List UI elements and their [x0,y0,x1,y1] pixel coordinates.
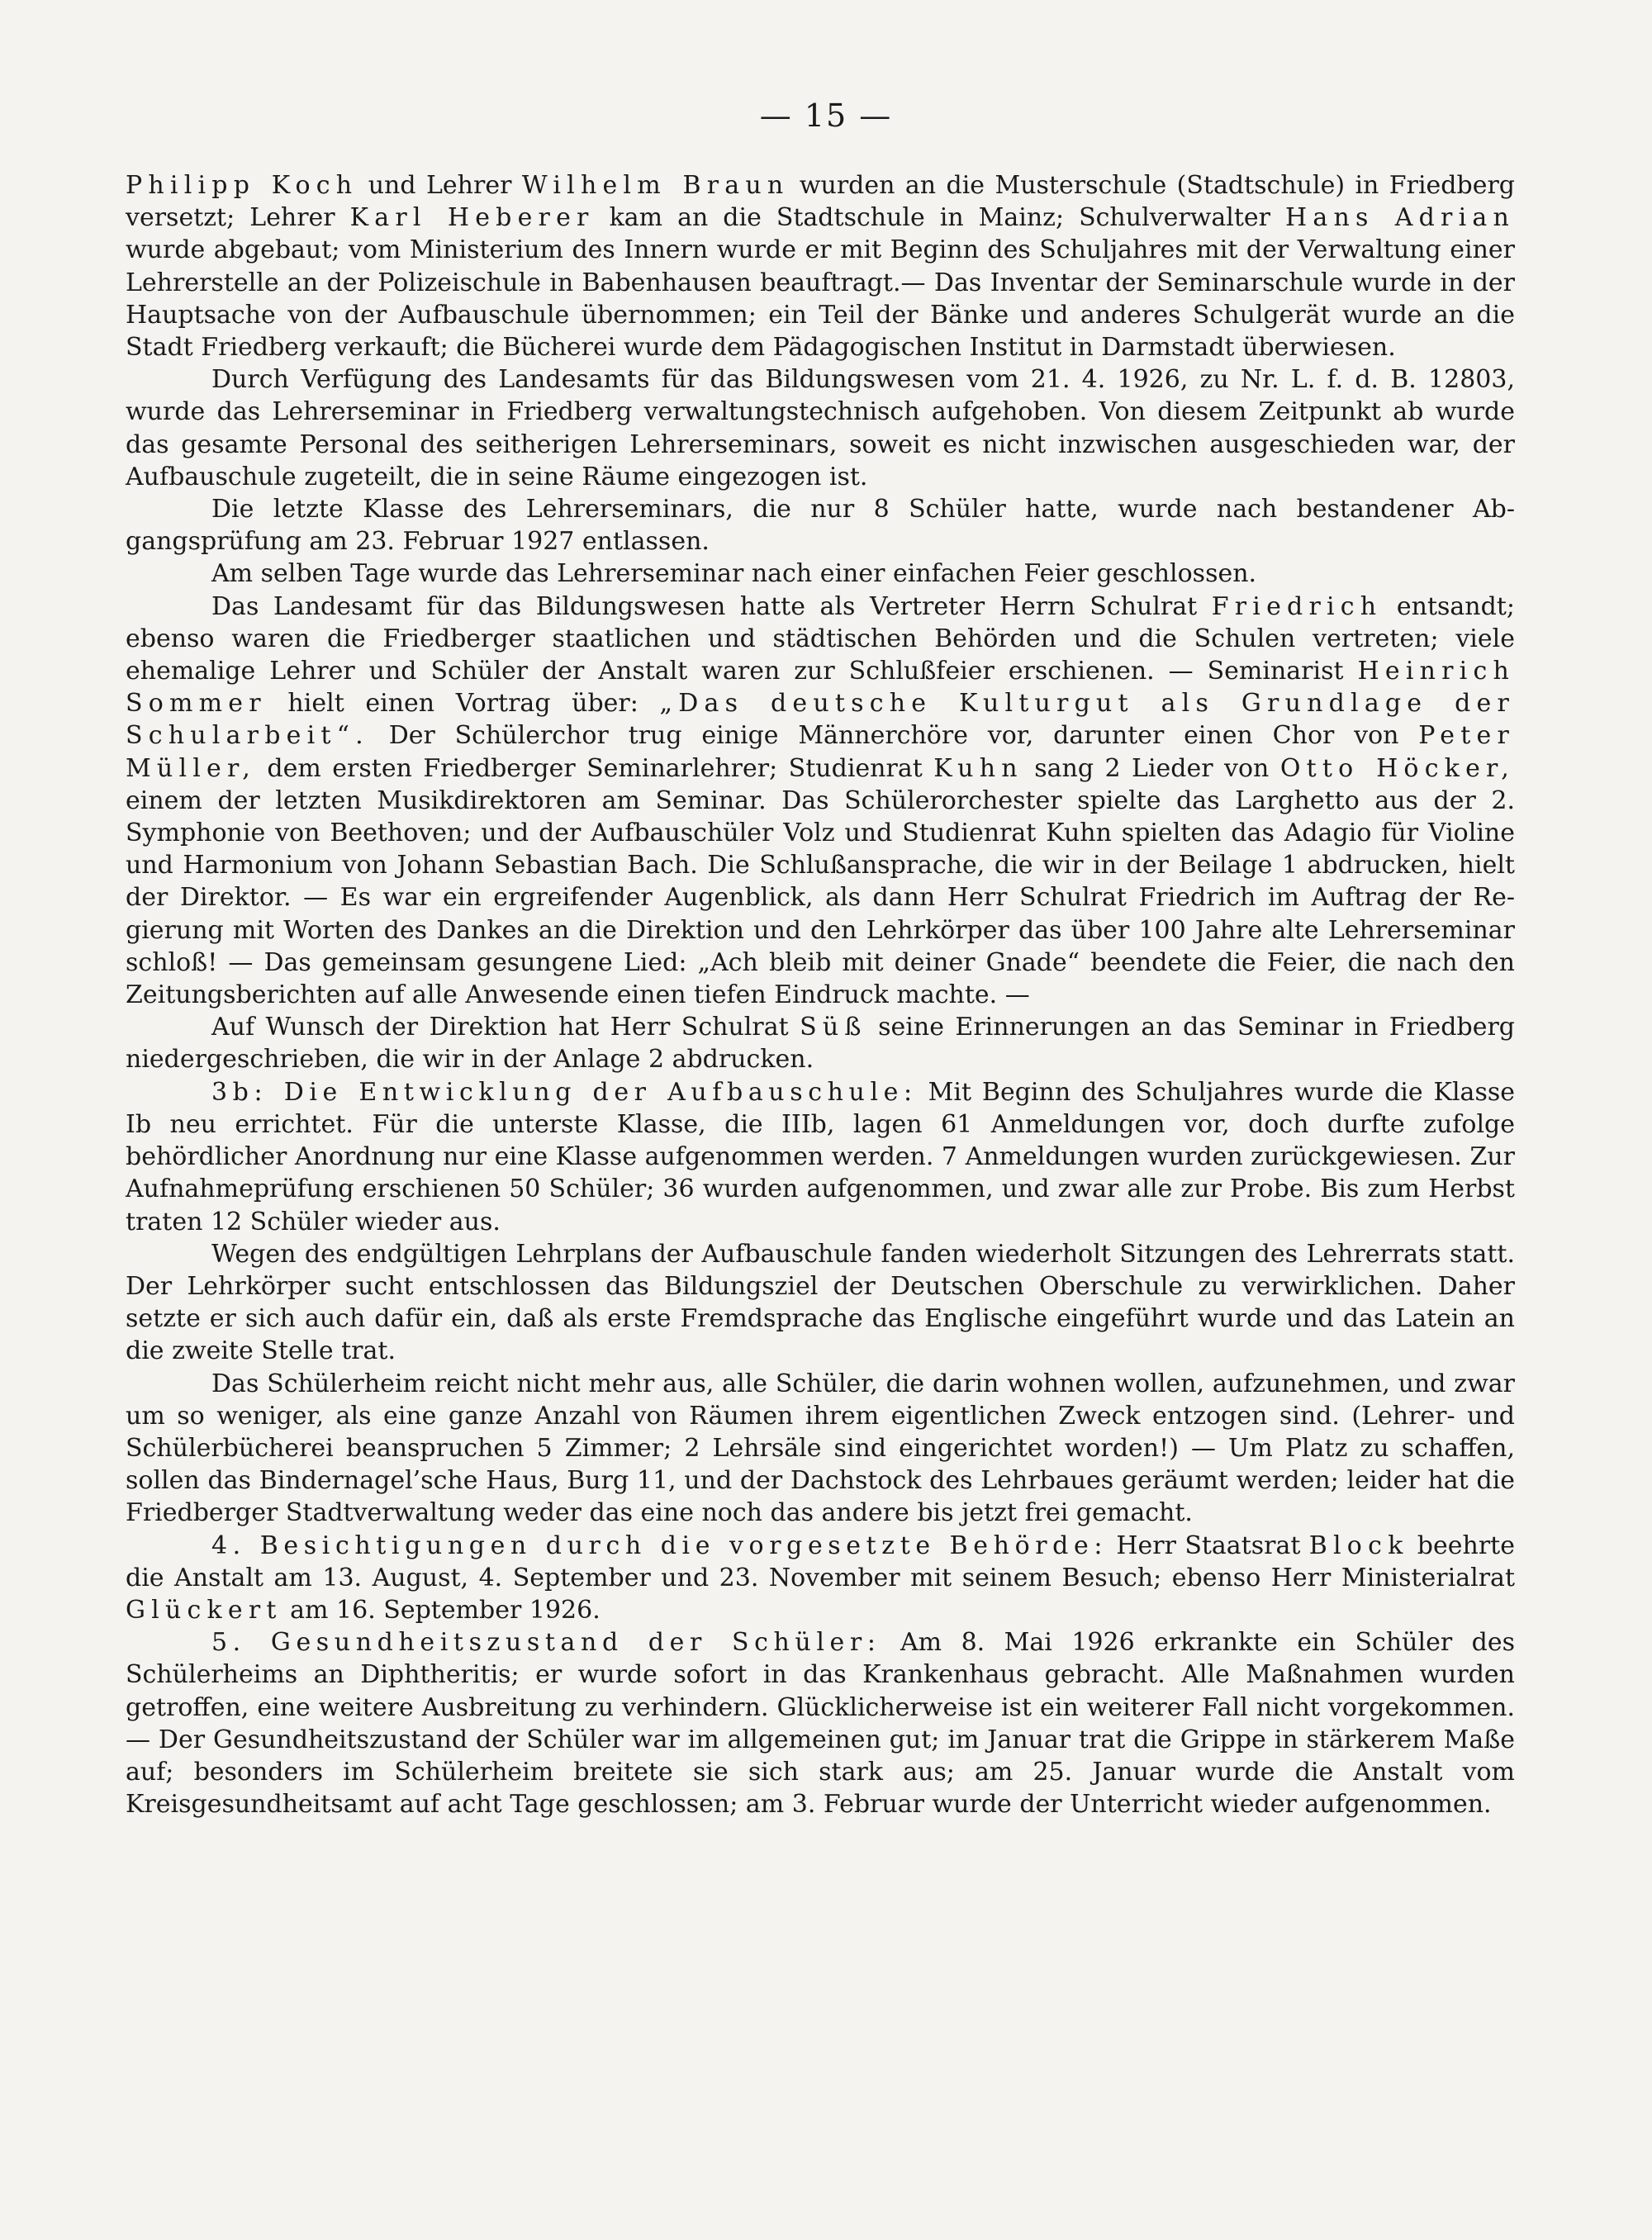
section-5-health [126,1626,1515,1820]
text-run: Der Schülerchor trug einige Männerchöre vor, darunter einen Chor von [368,721,1419,751]
name-friedrich: Friedrich [1211,591,1383,621]
name-otto-hoecker: Otto Höcker, [1279,753,1516,783]
text-run: wurde abgebaut; vom Ministerium des Innern wurde er mit Beginn des Schuljahres mit der Verwaltung einer Lehrerstelle an der Polizeischule in Babenhausen beauftragt.— Das Inventar der Seminarschule wurde in der Hauptsache von der Aufbauschule übernommen; ein Teil der Bänke und anderes Schulgerät wurde an die Stadt Friedberg verkauft; die Bücherei wurde dem Pädagogischen Institut in Darmstadt überwiesen. [126,235,1515,363]
paragraph-memoirs [126,1011,1515,1075]
text-run: dem ersten Friedberger Seminarlehrer; Studienrat [255,753,934,783]
paragraph-curriculum: Wegen des endgültigen Lehrplans der Aufbauschule fanden wiederholt Sitzungen des Lehrerrats statt. Der Lehrkörper sucht entschlossen das Bildungsziel der Deutschen Oberschule zu verwirklichen. Daher setzte er sich auch dafür ein, daß als erste Fremdsprache das Englische eingeführt wurde und das Latein an die zweite Stelle trat. [126,1239,1515,1366]
text-run: sang 2 Lieder von [1023,753,1280,783]
name-heinrich-sommer: Heinrich Sommer [126,657,1515,719]
text-run: Herr Staatsrat [1108,1531,1309,1560]
paragraph-last-class: Die letzte Klasse des Lehrerseminars, die nur 8 Schüler hatte, wurde nach bestandener Abgangsprüfung am 23. Februar 1927 entlassen. [126,495,1515,557]
text-run: hielt einen Vortrag über: [266,689,660,719]
section-heading-3b: 3b: Die Entwicklung der Aufbauschule: [211,1077,918,1107]
text-run: wurden an die Musterschule (Stadtschule) in Friedberg versetzt; Lehrer [126,171,1515,233]
paragraph-closing-day: Am selben Tage wurde das Lehrerseminar nach einer einfachen Feier geschlossen. [211,559,1257,589]
name-suess: Süß [800,1013,867,1042]
name-hans-adrian: Hans Adrian [1285,203,1515,233]
body-text [126,169,1515,1820]
lecture-title: „Das deutsche Kulturgut als Grundlage der Schularbeit“. [126,689,1515,751]
text-run: seine Erinnerungen an das Seminar in Friedberg niedergeschrieben, die wir in der Anlage 2 abdrucken. [126,1013,1515,1075]
text-run: entsandt; ebenso waren die Friedberger staatlichen und städtischen Behörden und die Schulen vertreten; viele ehemalige Lehrer und Schüler der Anstalt waren zur Schlußfeier erschienen. — Seminarist [126,591,1515,686]
name-kuhn: Kuhn [933,753,1023,783]
text-run: am 16. September 1926. [282,1595,601,1625]
section-3b-development [126,1076,1515,1238]
text-run: Am 8. Mai 1926 erkrankte ein Schüler des Schülerheims an Diphtheritis; er wurde sofort in das Krankenhaus gebracht. Alle Maßnahmen wurden getroffen, eine weitere Ausbreitung zu verhindern. Glücklicherweise ist ein weiterer Fall nicht vorgekommen. — Der Gesundheitszustand der Schüler war im allgemeinen gut; im Januar trat die Grippe in stärkerem Maße auf; besonders im Schülerheim breitete sie sich stark aus; am 25. Januar wurde die Anstalt vom Kreisgesundheitsamt auf acht Tage geschlossen; am 3. Februar wurde der Unterricht wieder aufgenommen. [126,1628,1516,1820]
paragraph-closing-ceremony [126,591,1515,1012]
text-run: kam an die Stadtschule in Mainz; Schulverwalter [594,203,1286,233]
section-4-inspections [126,1530,1515,1627]
text-run: beehrte die Anstalt am 13. August, 4. September und 23. November mit seinem Besuch; ebenso Herr Ministerialrat [126,1531,1515,1592]
text-run: Auf Wunsch der Direktion hat Herr Schulrat [211,1013,800,1042]
text-run: einem der letzten Musikdirektoren am Seminar. Das Schülerorchester spielte das Larghetto aus der 2. Symphonie von Beethoven; und der Aufbauschüler Volz und Studienrat Kuhn spielten das Adagio für Violine und Harmonium von Johann Sebastian Bach. Die Schlußansprache, die wir in der Beilage 1 abdrucken, hielt der Direktor. — Es war ein ergreifender Augenblick, als dann Herr Schulrat Friedrich im Auftrag der Regierung mit Worten des Dankes an die Direktion und den Lehrkörper das über 100 Jahre alte Lehrerseminar schloß! — Das gemeinsam gesungene Lied: „Ach bleib mit deiner Gnade“ beendete die Feier, die nach den Zeitungsberichten auf alle Anwesende einen tiefen Eindruck machte. — [126,785,1515,1010]
text-run: Mit Beginn des Schuljahres wurde die Klasse Ib neu errichtet. Für die unterste Klasse, die IIIb, lagen 61 Anmeldungen vor, doch durfte zufolge behördlicher Anordnung nur eine Klasse aufgenommen werden. 7 Anmeldungen wurden zurückgewiesen. Zur Aufnahmeprüfung erschienen 50 Schüler; 36 wurden aufgenommen, und zwar alle zur Probe. Bis zum Herbst traten 12 Schüler wieder aus. [126,1077,1515,1236]
name-wilhelm-braun: Wilhelm Braun [521,171,790,200]
name-karl-heberer: Karl Heberer [349,203,595,233]
page-number: — 15 — [759,97,893,134]
name-glueckert: Glückert [126,1595,282,1625]
name-block: Block [1308,1531,1409,1560]
text-run: Das Landesamt für das Bildungswesen hatte als Vertreter Herrn Schulrat [211,591,1212,621]
name-philipp-koch: Philipp Koch [126,171,358,200]
paragraph-seminar-dissolved: Durch Verfügung des Landesamts für das Bildungswesen vom 21. 4. 1926, zu Nr. L. f. d. B. 12803, wurde das Lehrerseminar in Friedberg verwaltungstechnisch aufgehoben. Von diesem Zeitpunkt ab wurde das gesamte Personal des seitherigen Lehrerseminars, soweit es nicht inzwischen ausgeschieden war, der Aufbauschule zugeteilt, die in seine Räume eingezogen ist. [126,365,1515,491]
paragraph-dormitory: Das Schülerheim reicht nicht mehr aus, alle Schüler, die darin wohnen wollen, aufzunehmen, und zwar um so weniger, als eine ganze Anzahl von Räumen ihrem eigentlichen Zweck entzogen sind. (Lehrer- und Schülerbücherei beanspruchen 5 Zimmer; 2 Lehrsäle sind eingerichtet worden!) — Um Platz zu schaffen, sollen das Bindernagel’sche Haus, Burg 11, und der Dachstock des Lehrbaues geräumt werden; leider hat die Friedberger Stadtverwaltung weder das eine noch das andere bis jetzt frei gemacht. [126,1369,1515,1528]
text-run: und Lehrer [358,171,522,200]
section-heading-4: 4. Besichtigungen durch die vorgesetzte Behörde: [211,1531,1108,1560]
name-peter-mueller: Peter Müller, [126,721,1515,783]
section-heading-5: 5. Gesundheitszustand der Schüler: [211,1628,881,1658]
paragraph-staff-transfers [126,169,1515,363]
